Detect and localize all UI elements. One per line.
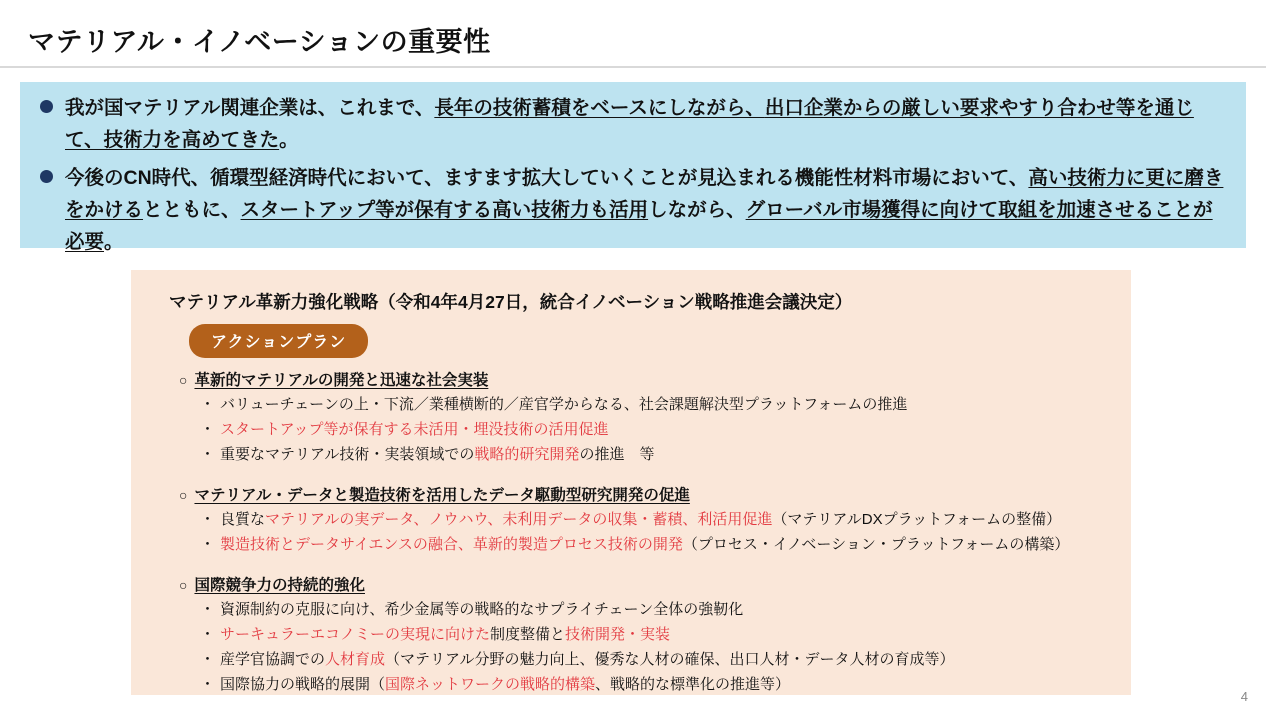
sub-item-text-run: 戦略的研究開発 bbox=[474, 446, 580, 463]
sub-item-text-run: （プロセス・イノベーション・プラットフォームの構築） bbox=[682, 536, 1070, 553]
bullet-dot-icon bbox=[40, 170, 53, 183]
summary-bullet-text bbox=[65, 162, 1232, 258]
sub-item-text-run: 製造技術とデータサイエンスの融合、革新的製造プロセス技術の開発 bbox=[220, 536, 683, 553]
strategy-group bbox=[179, 368, 1111, 467]
sub-item-text-run: 人材育成 bbox=[325, 651, 386, 668]
sub-item-text-run: 良質な bbox=[220, 511, 266, 528]
summary-text-run: 高い技術力に更に磨きをかける bbox=[65, 167, 1224, 221]
summary-text-run: しながら、 bbox=[648, 199, 746, 221]
summary-text-run: 出口企業からの厳しい要求やすり合わせ等を通じて、技術力を高めてきた bbox=[65, 97, 1194, 151]
sub-item-text-run: （マテリアルDXプラットフォームの整備） bbox=[772, 511, 1062, 528]
strategy-panel-title: マテリアル革新力強化戦略（令和4年4月27日，統合イノベーション戦略推進会議決定） bbox=[169, 292, 853, 312]
summary-text-run: 今後のCN時代、循環型経済時代において、ますます拡大していくことが見込まれる機能性材料市場において、 bbox=[65, 167, 1029, 189]
strategy-group bbox=[179, 483, 1111, 557]
sub-item-text-run: 資源制約の克服に向け、希少金属等の戦略的なサプライチェーン全体の強靭化 bbox=[220, 601, 744, 618]
sub-bullet-icon: ・ bbox=[200, 421, 216, 438]
sub-bullet-icon: ・ bbox=[200, 601, 216, 618]
sub-bullet-icon: ・ bbox=[200, 396, 216, 413]
sub-item-text-run: バリューチェーンの上・下流／業種横断的／産官学からなる、社会課題解決型プラットフォームの推進 bbox=[220, 396, 908, 413]
strategy-sub-item bbox=[200, 442, 1111, 467]
strategy-sub-item bbox=[200, 417, 1111, 442]
strategy-group-heading bbox=[179, 573, 1111, 595]
bullet-dot-icon bbox=[40, 100, 53, 113]
sub-item-text-run: （マテリアル分野の魅力向上、優秀な人材の確保、出口人材・データ人材の育成等） bbox=[385, 651, 955, 668]
circle-marker-icon: ○ bbox=[179, 372, 188, 388]
strategy-group-heading-label: 革新的マテリアルの開発と迅速な社会実装 bbox=[194, 372, 489, 389]
circle-marker-icon: ○ bbox=[179, 487, 188, 503]
sub-item-text-run: 国際ネットワークの戦略的構築 bbox=[385, 676, 596, 693]
sub-bullet-icon: ・ bbox=[200, 651, 216, 668]
summary-callout-box bbox=[20, 82, 1246, 253]
circle-marker-icon: ○ bbox=[179, 577, 188, 593]
strategy-sub-item bbox=[200, 647, 1111, 672]
sub-item-text-run: スタートアップ等が保有する未活用・埋没技術の活用促進 bbox=[220, 421, 609, 438]
sub-item-text-run: の推進 等 bbox=[579, 446, 655, 463]
summary-bullet bbox=[34, 162, 1232, 258]
sub-bullet-icon: ・ bbox=[200, 446, 216, 463]
summary-bullet-text bbox=[65, 92, 1232, 156]
strategy-panel bbox=[131, 270, 1131, 695]
strategy-sub-item bbox=[200, 672, 1111, 697]
sub-item-text-run: 重要なマテリアル技術・実装領域での bbox=[220, 446, 475, 463]
strategy-group-heading-label: 国際競争力の持続的強化 bbox=[194, 577, 365, 594]
group-spacer bbox=[151, 473, 1111, 483]
sub-bullet-icon: ・ bbox=[200, 626, 216, 643]
strategy-group-heading-label: マテリアル・データと製造技術を活用したデータ駆動型研究開発の促進 bbox=[194, 487, 690, 504]
strategy-sub-item bbox=[200, 622, 1111, 647]
sub-item-text-run: サーキュラーエコノミーの実現に向けた bbox=[220, 626, 491, 643]
strategy-group-heading bbox=[179, 483, 1111, 505]
sub-item-text-run: 制度整備と bbox=[490, 626, 566, 643]
action-plan-badge: アクションプラン bbox=[189, 324, 368, 358]
sub-item-text-run: 国際協力の戦略的展開（ bbox=[220, 676, 386, 693]
sub-item-text-run: 技術開発・実装 bbox=[565, 626, 671, 643]
summary-text-run: 我が国マテリアル関連企業は、これまで、 bbox=[65, 97, 435, 119]
summary-text-run: スタートアップ等が保有する高い技術力も活用 bbox=[240, 199, 649, 221]
sub-item-text-run: 、戦略的な標準化の推進等） bbox=[595, 676, 791, 693]
page-number: 4 bbox=[1240, 689, 1248, 704]
sub-bullet-icon: ・ bbox=[200, 676, 216, 693]
summary-bullet bbox=[34, 92, 1232, 156]
strategy-sub-item bbox=[200, 507, 1111, 532]
summary-text-run: グローバル市場獲得に向けて取組を加速させることが必要 bbox=[65, 199, 1213, 253]
strategy-group-list bbox=[151, 368, 1111, 713]
sub-bullet-icon: ・ bbox=[200, 511, 216, 528]
title-divider bbox=[0, 66, 1266, 68]
summary-text-run: 長年の技術蓄積をベースにしながら、 bbox=[434, 97, 765, 119]
strategy-sub-item bbox=[200, 392, 1111, 417]
summary-text-run: とともに、 bbox=[143, 199, 241, 221]
sub-item-text-run: マテリアルの実データ、ノウハウ、未利用データの収集・蓄積、利活用促進 bbox=[265, 511, 773, 528]
page-title: マテリアル・イノベーションの重要性 bbox=[28, 27, 491, 57]
summary-bullet-list bbox=[34, 92, 1232, 258]
summary-text-run: 。 bbox=[104, 231, 124, 253]
summary-text-run: 。 bbox=[279, 129, 299, 151]
strategy-group-heading bbox=[179, 368, 1111, 390]
strategy-group bbox=[179, 573, 1111, 697]
group-spacer bbox=[151, 563, 1111, 573]
strategy-sub-item bbox=[200, 532, 1111, 557]
strategy-sub-item bbox=[200, 597, 1111, 622]
sub-item-text-run: 産学官協調での bbox=[220, 651, 326, 668]
sub-bullet-icon: ・ bbox=[200, 536, 216, 553]
